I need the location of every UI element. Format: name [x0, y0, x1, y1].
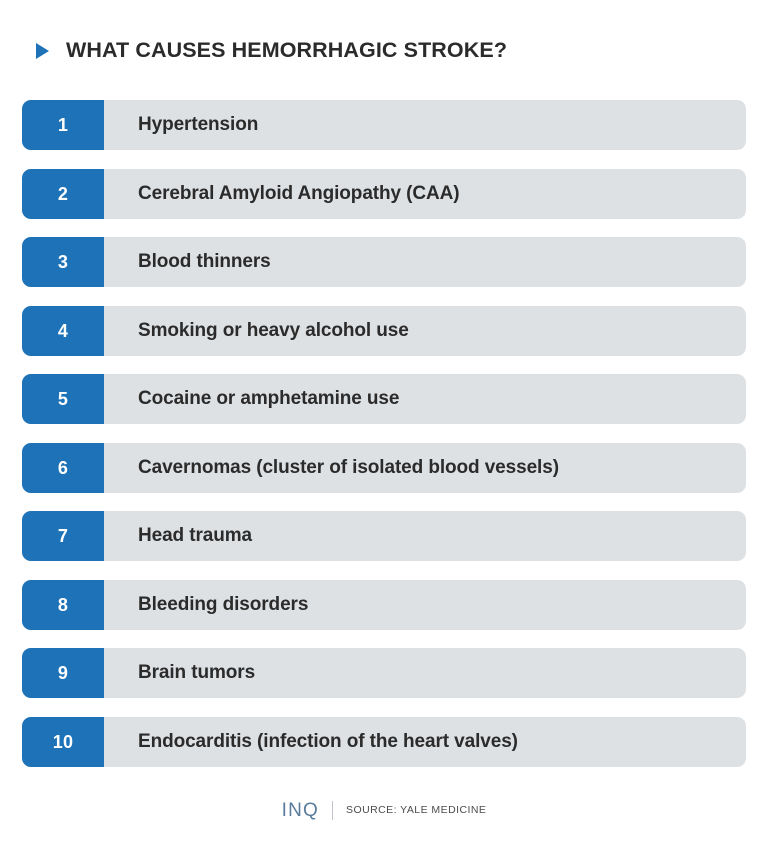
list-item: [22, 511, 746, 561]
list-item-bar: [22, 237, 746, 287]
list-item: [22, 237, 746, 287]
list-item-label: Blood thinners: [138, 251, 271, 272]
causes-list: [22, 100, 746, 785]
list-item-bar: [22, 580, 746, 630]
page-title: WHAT CAUSES HEMORRHAGIC STROKE?: [66, 38, 508, 63]
list-item-number-badge: [22, 580, 104, 630]
list-item-label: Endocarditis (infection of the heart valves): [138, 730, 518, 752]
list-item-number-badge: [22, 511, 104, 561]
list-item-number: 1: [57, 115, 69, 135]
list-item-number: 4: [57, 320, 69, 341]
list-item-number-badge: [22, 306, 104, 356]
list-item-label: Cavernomas (cluster of isolated blood vessels): [138, 456, 559, 478]
list-item-label: Bleeding disorders: [138, 593, 309, 615]
list-item-number: 6: [57, 457, 69, 478]
list-item-number: 5: [57, 389, 69, 409]
list-item-number: 7: [57, 526, 69, 546]
list-item: [22, 374, 746, 424]
list-item-label: Cerebral Amyloid Angiopathy (CAA): [138, 182, 460, 204]
list-item-label: Brain tumors: [138, 662, 256, 683]
list-item-label: Smoking or heavy alcohol use: [138, 319, 409, 341]
list-item-number-badge: [22, 717, 104, 767]
list-item-number-badge: [22, 237, 104, 287]
inq-logo: INQ: [281, 800, 320, 821]
list-item-label: Head trauma: [138, 525, 252, 546]
list-item-number: 3: [57, 252, 69, 272]
list-item: [22, 169, 746, 219]
list-item-bar: [22, 648, 746, 698]
triangle-right-icon: [36, 43, 49, 59]
list-item: [22, 717, 746, 767]
list-item-number: 2: [57, 183, 69, 204]
list-item-number-badge: [22, 169, 104, 219]
list-item: [22, 100, 746, 150]
list-item: [22, 443, 746, 493]
list-item-bar: [22, 100, 746, 150]
list-item-number: 9: [57, 663, 69, 683]
list-item-label: Hypertension: [138, 114, 259, 135]
list-item-number: 10: [52, 731, 74, 752]
list-item-number: 8: [57, 594, 69, 615]
source-attribution: SOURCE: YALE MEDICINE: [346, 804, 487, 817]
page-footer: [0, 801, 768, 820]
list-item-number-badge: [22, 374, 104, 424]
list-item-number-badge: [22, 100, 104, 150]
list-item-bar: [22, 511, 746, 561]
list-item-label: Cocaine or amphetamine use: [138, 388, 400, 409]
list-item: [22, 648, 746, 698]
list-item: [22, 306, 746, 356]
footer-divider: [332, 801, 333, 820]
page-header: [0, 0, 768, 68]
list-item: [22, 580, 746, 630]
list-item-number-badge: [22, 648, 104, 698]
list-item-number-badge: [22, 443, 104, 493]
